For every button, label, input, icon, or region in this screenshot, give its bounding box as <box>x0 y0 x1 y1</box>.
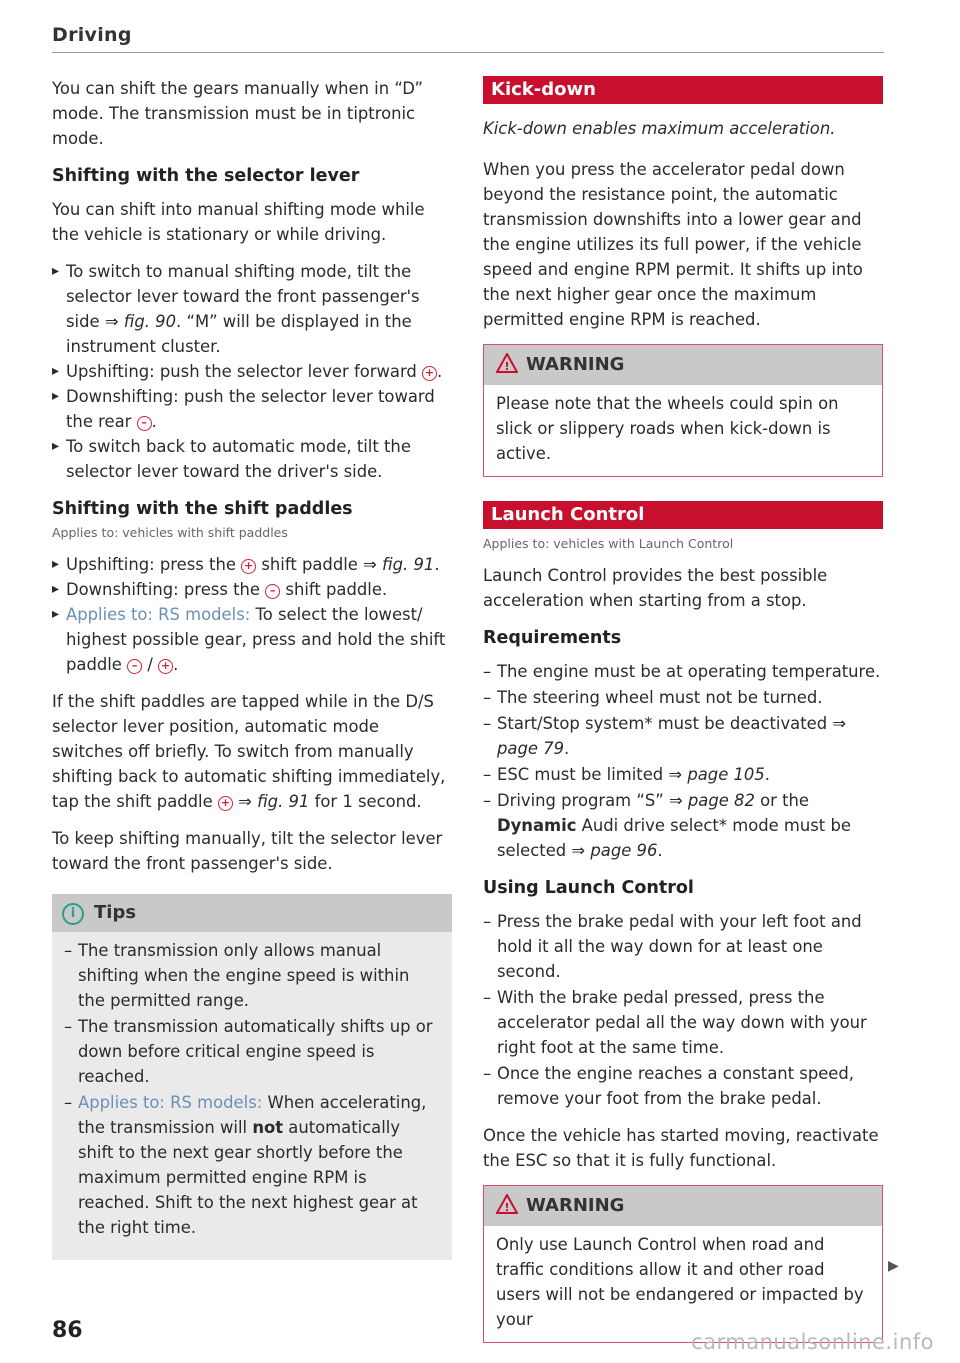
kickdown-title: Kick-down <box>483 76 883 104</box>
minus-icon: – <box>137 416 152 431</box>
intro-paragraph: You can shift the gears manually when in “D” mode. The transmission must be in tiptronic mode. <box>52 79 423 148</box>
list-item: – The transmission only allows manual shifting when the engine speed is within the permitted range. <box>64 938 438 1013</box>
page-reference[interactable]: ⇒ page 96 <box>571 841 658 860</box>
selector-paragraph: You can shift into manual shifting mode while the vehicle is stationary or while driving. <box>52 200 425 244</box>
section-title: Driving <box>52 24 132 46</box>
warning-triangle-icon <box>496 348 518 388</box>
list-item: ▸ Upshifting: push the selector lever forward + . <box>52 359 452 384</box>
list-item: – The transmission automatically shifts up or down before critical engine speed is reached. <box>64 1014 438 1089</box>
warning-box <box>483 344 883 477</box>
heading-using-launch-control: Using Launch Control <box>483 878 694 898</box>
kickdown-lead: Kick-down enables maximum acceleration. <box>483 119 836 138</box>
list-item: – Once the engine reaches a constant speed, remove your foot from the brake pedal. <box>483 1061 883 1111</box>
list-item: ▸ To switch back to automatic mode, tilt the selector lever toward the driver's side. <box>52 434 452 484</box>
paddles-paragraph-2: To keep shifting manually, tilt the selector lever toward the front passenger's side. <box>52 829 443 873</box>
list-item: – ESC must be limited ⇒ page 105. <box>483 762 883 787</box>
list-item: ▸ Upshifting: press the + shift paddle ⇒ fig. 91. <box>52 552 452 577</box>
continue-arrow-icon: ▶ <box>888 1258 899 1274</box>
warning-triangle-icon <box>496 1189 518 1229</box>
tips-box <box>52 894 452 1260</box>
page-reference[interactable]: ⇒ page 79 <box>497 714 847 758</box>
usage-list <box>483 909 883 1111</box>
heading-shift-paddles: Shifting with the shift paddles <box>52 499 353 519</box>
plus-icon: + <box>218 796 233 811</box>
list-item: – Driving program “S” ⇒ page 82 or the Dynamic Audi drive select* mode must be selected ⇒ page 96. <box>483 788 883 863</box>
heading-requirements: Requirements <box>483 628 622 648</box>
launch-control-title: Launch Control <box>483 501 883 529</box>
left-column <box>52 76 452 1260</box>
list-item: ▸ Downshifting: press the – shift paddle. <box>52 577 452 602</box>
kickdown-paragraph: When you press the accelerator pedal down beyond the resistance point, the automatic transmission downshifts into a lower gear and the engine utilizes its full power, if the vehicle speed and engine RPM permit. It shifts up into the next higher gear once the maximum permitted engine RPM is reached. <box>483 160 863 329</box>
page-number: 86 <box>52 1318 83 1343</box>
figure-reference[interactable]: ⇒ fig. 91 <box>238 792 310 811</box>
footer-watermark[interactable]: carmanualsonline.info <box>691 1330 934 1354</box>
figure-reference[interactable]: ⇒ fig. 90 <box>104 312 177 331</box>
heading-selector-lever: Shifting with the selector lever <box>52 166 360 186</box>
plus-icon: + <box>158 659 173 674</box>
warning-text: Only use Launch Control when road and traffic conditions allow it and other road users will not be endangered or impacted by your <box>496 1235 864 1329</box>
paddle-steps <box>52 552 452 677</box>
list-item: – The steering wheel must not be turned. <box>483 685 883 710</box>
list-item: ▸ Applies to: RS models: To select the lowest/ highest possible gear, press and hold the shift paddle – / + . <box>52 602 452 677</box>
list-item: ▸ To switch to manual shifting mode, tilt the selector lever toward the front passenger's side ⇒ fig. 90. “M” will be displayed in the instrument cluster. <box>52 259 452 359</box>
right-column <box>483 76 883 1343</box>
warning-text: Please note that the wheels could spin on slick or slippery roads when kick-down is active. <box>496 394 839 463</box>
list-item: – Press the brake pedal with your left foot and hold it all the way down for at least one second. <box>483 909 883 984</box>
page-header <box>52 24 884 53</box>
svg-text:!: ! <box>504 1201 510 1214</box>
info-icon: i <box>62 903 84 925</box>
minus-icon: – <box>265 584 280 599</box>
applies-note: Applies to: vehicles with shift paddles <box>52 525 288 540</box>
list-item: – Start/Stop system* must be deactivated ⇒ page 79. <box>483 711 883 761</box>
page-reference[interactable]: ⇒ page 105 <box>668 765 765 784</box>
list-item: – With the brake pedal pressed, press the accelerator pedal all the way down with your right foot at the same time. <box>483 985 883 1060</box>
applies-note: Applies to: vehicles with Launch Control <box>483 536 734 551</box>
plus-icon: + <box>241 559 256 574</box>
tips-header: i Tips <box>52 894 452 932</box>
requirements-list <box>483 659 883 863</box>
paddles-paragraph-1: If the shift paddles are tapped while in the D/S selector lever position, automatic mode switches off briefly. To switch from manually shifting back to automatic shifting immediately, tap the shift paddle + ⇒ fig. 91 for 1 second. <box>52 692 446 811</box>
launch-paragraph: Launch Control provides the best possible acceleration when starting from a stop. <box>483 566 828 610</box>
list-item: – Applies to: RS models: When accelerating, the transmission will not automatically shift to the next gear shortly before the maximum permitted engine RPM is reached. Shift to the next highest gear at the right time. <box>64 1090 438 1240</box>
warning-header: ! WARNING <box>484 345 882 385</box>
list-item: ▸ Downshifting: push the selector lever toward the rear – . <box>52 384 452 434</box>
warning-box <box>483 1185 883 1343</box>
list-item: – The engine must be at operating temperature. <box>483 659 883 684</box>
launch-paragraph-2: Once the vehicle has started moving, reactivate the ESC so that it is fully functional. <box>483 1126 879 1170</box>
warning-header: ! WARNING <box>484 1186 882 1226</box>
minus-icon: – <box>127 659 142 674</box>
applies-rs-label: Applies to: RS models: <box>66 605 251 624</box>
figure-reference[interactable]: ⇒ fig. 91 <box>363 555 435 574</box>
selector-steps <box>52 259 452 484</box>
svg-text:!: ! <box>504 360 510 373</box>
tips-list <box>64 938 438 1240</box>
page-reference[interactable]: ⇒ page 82 <box>668 791 755 810</box>
plus-icon: + <box>422 366 437 381</box>
